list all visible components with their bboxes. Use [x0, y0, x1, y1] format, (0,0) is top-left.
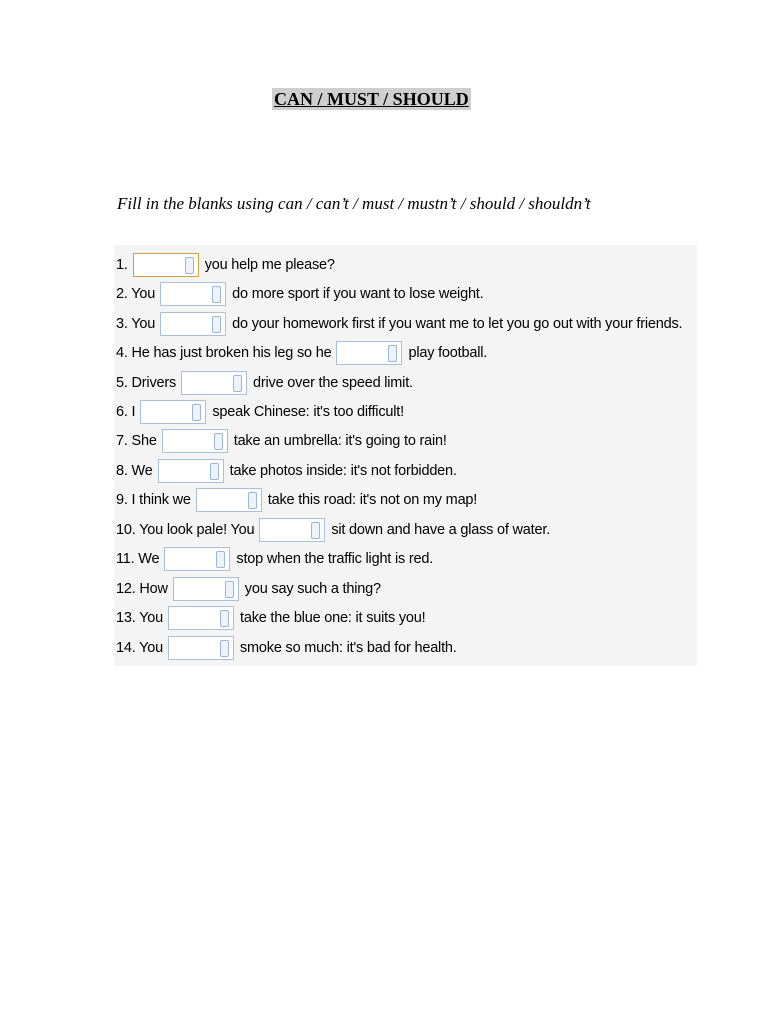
exercise-suffix: speak Chinese: it's too difficult! [212, 404, 404, 420]
exercise-row-4 [116, 340, 487, 366]
exercise-suffix: stop when the traffic light is red. [236, 551, 434, 567]
blank-input-9[interactable] [196, 488, 262, 512]
exercise-prefix: 12. How [116, 581, 168, 597]
exercise-suffix: take an umbrella: it's going to rain! [233, 433, 447, 449]
dropdown-handle-icon[interactable] [216, 551, 225, 568]
dropdown-handle-icon[interactable] [214, 433, 223, 450]
blank-input-11[interactable] [164, 547, 230, 571]
dropdown-handle-icon[interactable] [225, 581, 234, 598]
exercise-row-12 [116, 576, 381, 602]
exercise-row-2 [116, 281, 483, 307]
exercise-prefix: 11. We [116, 551, 160, 567]
exercise-prefix: 4. He has just broken his leg so he [116, 345, 332, 361]
dropdown-handle-icon[interactable] [210, 463, 219, 480]
exercise-suffix: take photos inside: it's not forbidden. [229, 463, 457, 479]
exercise-row-6 [116, 399, 404, 425]
exercise-prefix: 2. You [116, 286, 156, 302]
exercise-row-5 [116, 370, 413, 396]
exercise-row-1 [116, 252, 335, 278]
worksheet-title: CAN / MUST / SHOULD [274, 89, 469, 109]
exercise-suffix: sit down and have a glass of water. [331, 522, 551, 538]
instruction-text: Fill in the blanks using can / can’t / must / mustn’t / should / shouldn’t [117, 194, 591, 213]
blank-input-3[interactable] [160, 312, 226, 336]
exercise-suffix: drive over the speed limit. [253, 375, 413, 391]
exercise-panel [114, 245, 697, 666]
exercise-row-3 [116, 311, 682, 337]
blank-input-4[interactable] [336, 341, 402, 365]
blank-input-2[interactable] [160, 282, 226, 306]
exercise-suffix: take the blue one: it suits you! [240, 610, 426, 626]
blank-input-8[interactable] [158, 459, 224, 483]
exercise-prefix: 3. You [116, 316, 156, 332]
exercise-row-7 [116, 428, 447, 454]
dropdown-handle-icon[interactable] [388, 345, 397, 362]
exercise-suffix: you help me please? [204, 257, 335, 273]
dropdown-handle-icon[interactable] [220, 640, 229, 657]
blank-input-13[interactable] [168, 606, 234, 630]
exercise-row-9 [116, 487, 477, 513]
dropdown-handle-icon[interactable] [185, 257, 194, 274]
exercise-prefix: 8. We [116, 463, 153, 479]
exercise-prefix: 13. You [116, 610, 163, 626]
exercise-row-13 [116, 605, 425, 631]
dropdown-handle-icon[interactable] [233, 375, 242, 392]
blank-input-12[interactable] [173, 577, 239, 601]
exercise-suffix: play football. [408, 345, 488, 361]
exercise-prefix: 10. You look pale! You [116, 522, 255, 538]
exercise-row-10 [116, 517, 550, 543]
blank-input-6[interactable] [140, 400, 206, 424]
exercise-prefix: 1. [116, 257, 128, 273]
exercise-row-14 [116, 635, 457, 661]
blank-input-1[interactable] [133, 253, 199, 277]
dropdown-handle-icon[interactable] [192, 404, 201, 421]
blank-input-10[interactable] [259, 518, 325, 542]
blank-input-5[interactable] [181, 371, 247, 395]
blank-input-14[interactable] [168, 636, 234, 660]
exercise-prefix: 9. I think we [116, 492, 191, 508]
dropdown-handle-icon[interactable] [220, 610, 229, 627]
dropdown-handle-icon[interactable] [212, 316, 221, 333]
exercise-prefix: 5. Drivers [116, 375, 177, 391]
exercise-row-11 [116, 546, 433, 572]
exercise-prefix: 7. She [116, 433, 157, 449]
exercise-prefix: 6. I [116, 404, 136, 420]
exercise-prefix: 14. You [116, 640, 163, 656]
exercise-row-8 [116, 458, 457, 484]
exercise-suffix: smoke so much: it's bad for health. [240, 640, 457, 656]
dropdown-handle-icon[interactable] [212, 286, 221, 303]
blank-input-7[interactable] [162, 429, 228, 453]
exercise-suffix: do more sport if you want to lose weight. [232, 286, 484, 302]
dropdown-handle-icon[interactable] [248, 492, 257, 509]
dropdown-handle-icon[interactable] [311, 522, 320, 539]
exercise-suffix: take this road: it's not on my map! [267, 492, 478, 508]
exercise-suffix: you say such a thing? [244, 581, 381, 597]
exercise-suffix: do your homework first if you want me to let you go out with your friends. [232, 316, 683, 332]
